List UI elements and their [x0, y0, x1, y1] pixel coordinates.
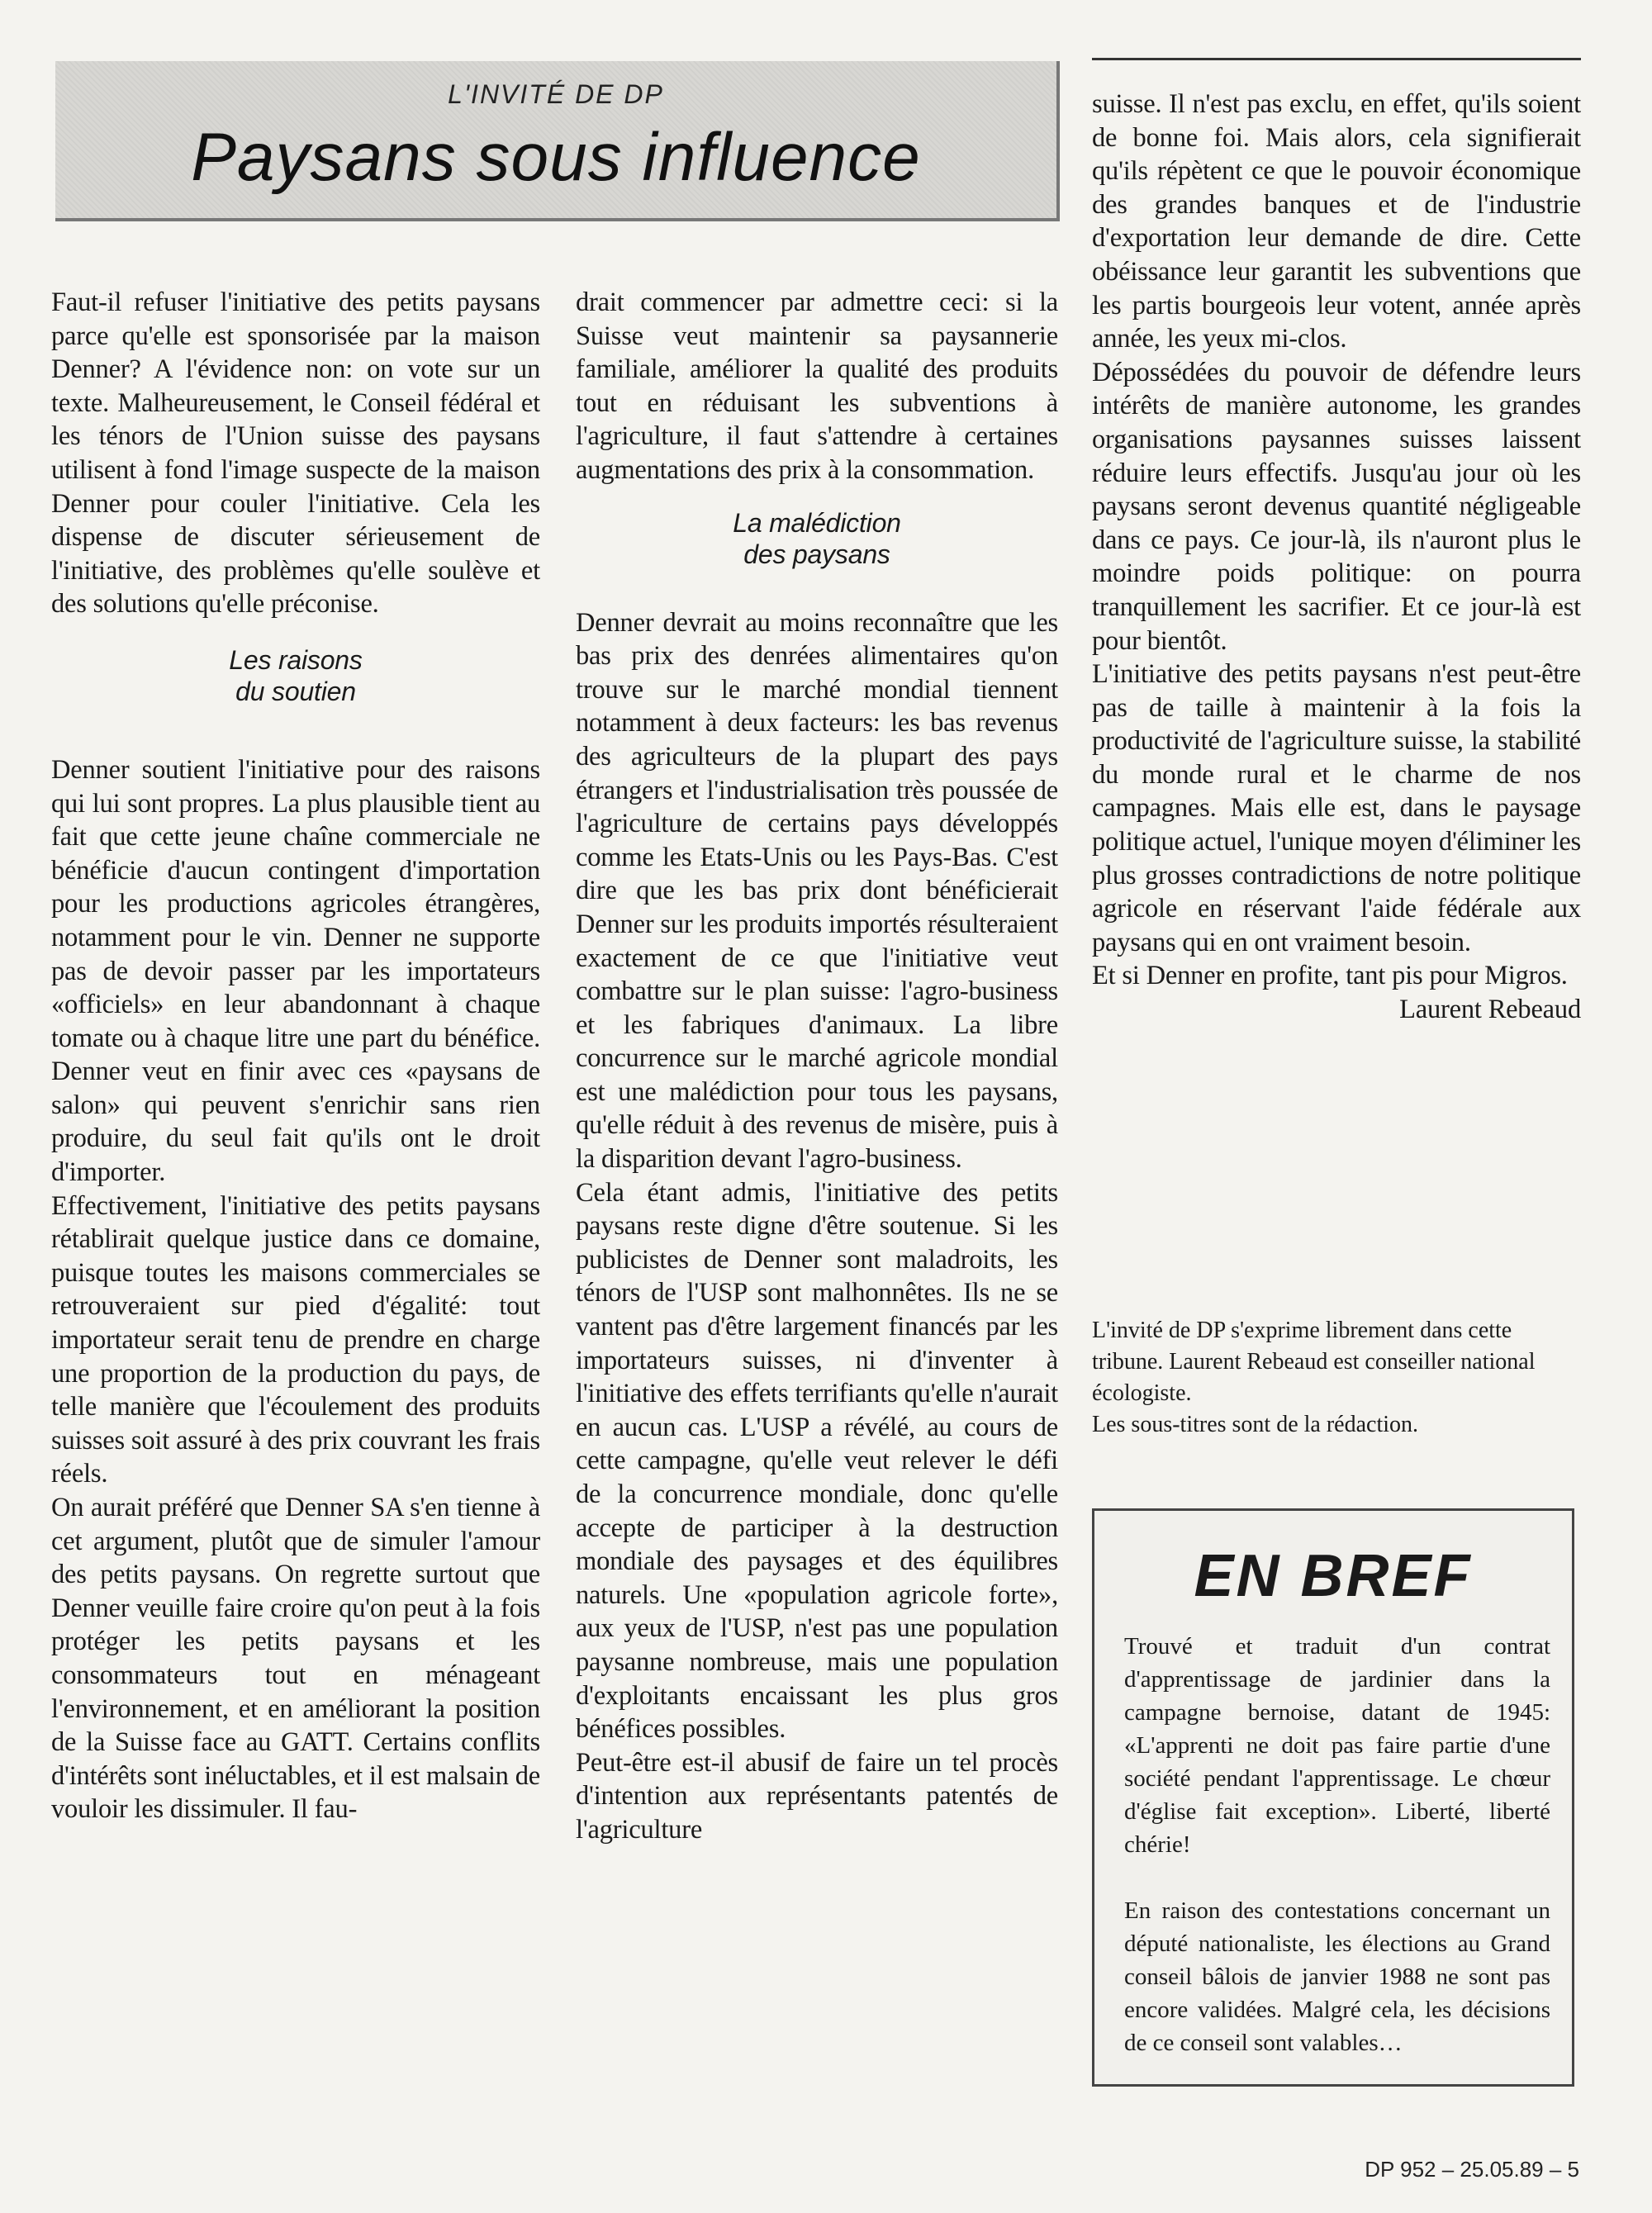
en-bref-body — [1094, 1630, 1572, 2059]
subheading-raisons — [51, 644, 540, 707]
article-column-3 — [1092, 88, 1581, 1027]
bref-item: Trouvé et traduit d'un contrat d'apprentissage de jardinier dans la campagne bernoise, datant de 1945: «L'apprenti ne doit pas faire partie d'une société pendant l'apprentissage. Le chœur d'église fait exception». Liberté, liberté chérie! — [1124, 1633, 1550, 1858]
article-column-1 — [51, 286, 540, 1826]
paragraph: Denner devrait au moins reconnaître que les bas prix des denrées alimentaires qu'on trouve sur le marché mondial tiennent notamment à deux facteurs: les bas revenus des agriculteurs de la plupart des pays étrangers et l'industrialisation très poussée de l'agriculture de certains pays développés comme les Etats-Unis ou les Pays-Bas. C'est dire que les bas prix dont bénéficierait Denner sur les produits importés résulteraient exactement de ce que l'initiative veut combattre sur le plan suisse: l'agro-business et les fabriques d'animaux. La libre concurrence sur le marché agricole mondial est une malédiction pour tous les paysans, qu'elle réduit à des revenus de misère, puis à la disparition devant l'agro-business. — [576, 607, 1058, 1175]
article-column-2 — [576, 286, 1058, 1847]
paragraph: Denner soutient l'initiative pour des raisons qui lui sont propres. La plus plausible tient au fait que cette jeune chaîne commerciale ne bénéficie d'aucun contingent d'importation pour les productions agricoles étrangères, notamment pour le vin. Denner ne supporte pas de devoir passer par les importateurs «officiels» en leur abandonnant à chaque tomate ou à chaque litre une part du bénéfice. Denner veut en finir avec ces «paysans de salon» qui peuvent s'enrichir sans rien produire, du seul fait qu'ils ont le droit d'importer. — [51, 754, 540, 1188]
paragraph: Et si Denner en profite, tant pis pour Migros. — [1092, 961, 1568, 991]
paragraph: Effectivement, l'initiative des petits paysans rétablirait quelque justice dans ce domaine, puisque toutes les maisons commerciales se retrouveraient sur pied d'égalité: tout importateur serait tenu de prendre en charge une proportion de la production du pays, de telle manière que l'écoulement des produits suisses soit assuré à des prix couvrant les frais réels. — [51, 1190, 540, 1489]
author-signature: Laurent Rebeaud — [1399, 995, 1581, 1025]
section-kicker: L'INVITÉ DE DP — [448, 79, 664, 109]
tribune-line: Les sous-titres sont de la rédaction. — [1092, 1412, 1419, 1437]
paragraph: suisse. Il n'est pas exclu, en effet, qu'ils soient de bonne foi. Mais alors, cela signifierait qu'ils répètent ce que le pouvoir économique des grandes banques et de l'industrie d'exportation leur demande de dire. Cette obéissance leur garantit les subventions que les partis bourgeois leur votent, année après année, les yeux mi-clos. — [1092, 89, 1581, 354]
paragraph: L'initiative des petits paysans n'est peut-être pas de taille à maintenir à la fois la productivité de l'agriculture suisse, la stabilité du monde rural et le charme de nos campagnes. Mais elle est, dans le paysage politique actuel, l'unique moyen d'éliminer les plus grosses contradictions de notre politique agricole en réservant l'aide fédérale aux paysans qui en ont vraiment besoin. — [1092, 659, 1581, 957]
paragraph: On aurait préféré que Denner SA s'en tienne à cet argument, plutôt que de simuler l'amour des petits paysans. On regrette surtout que Denner veuille faire croire qu'on peut à la fois protéger les petits paysans et les consommateurs tout en ménageant l'environnement, et en améliorant la position de la Suisse face au GATT. Certains conflits d'intérêts sont inéluctables, et il est malsain de vouloir les dissimuler. Il fau- — [51, 1493, 540, 1825]
subheading-line: des paysans — [743, 539, 890, 569]
tribune-note — [1092, 1315, 1581, 1441]
paragraph: Faut-il refuser l'initiative des petits paysans parce qu'elle est sponsorisée par la maison Denner? A l'évidence non: on vote sur un texte. Malheureusement, le Conseil fédéral et les ténors de l'Union suisse des paysans utilisent à fond l'image suspecte de la maison Denner pour couler l'initiative. Cela les dispense de discuter sérieusement de l'initiative, des problèmes qu'elle soulève et des solutions qu'elle préconise. — [51, 287, 540, 620]
column-top-rule — [1092, 58, 1581, 60]
subheading-line: Les raisons — [229, 644, 363, 675]
article-title: Paysans sous influence — [191, 120, 921, 195]
paragraph: drait commencer par admettre ceci: si la Suisse veut maintenir sa paysannerie familiale, améliorer la qualité des produits tout en réduisant les subventions à l'agriculture, il faut s'attendre à certaines augmentations des prix à la consommation. — [576, 287, 1058, 485]
en-bref-box — [1092, 1508, 1574, 2087]
tribune-line: L'invité de DP s'exprime librement dans cette tribune. Laurent Rebeaud est conseiller national écologiste. — [1092, 1318, 1536, 1406]
subheading-line: La malédiction — [733, 507, 901, 538]
bref-item: En raison des contestations concernant un député nationaliste, les élections au Grand conseil bâlois de janvier 1988 ne sont pas encore validées. Malgré cela, les décisions de ce conseil sont valables… — [1124, 1897, 1550, 2056]
paragraph: Dépossédées du pouvoir de défendre leurs intérêts de manière autonome, les grandes organisations paysannes suisses laissent réduire leurs effectifs. Jusqu'au jour où les paysans seront devenus quantité négligeable dans ce pays. Ce jour-là, ils n'auront plus le moindre poids politique: on pourra tranquillement les sacrifier. Et ce jour-là est pour bientôt. — [1092, 357, 1581, 656]
paragraph: Peut-être est-il abusif de faire un tel procès d'intention aux représentants patentés de l'agriculture — [576, 1747, 1058, 1845]
paragraph: Cela étant admis, l'initiative des petits paysans reste digne d'être soutenue. Si les publicistes de Denner sont maladroits, les ténors de l'USP sont malhonnêtes. Ils ne se vantent pas d'être largement financés par les importateurs suisses, ni d'inventer à l'initiative des effets terrifiants qu'elle n'aurait en aucun cas. L'USP a révélé, au cours de cette campagne, qu'elle veut relever le défi de la concurrence mondiale, donc qu'elle accepte de participer à la destruction mondiale des paysages et des équilibres naturels. Une «population agricole forte», aux yeux de l'USP, n'est pas une population paysanne nombreuse, mais une population d'exploitants encaissant les plus gros bénéfices possibles. — [576, 1177, 1058, 1745]
page-footer: DP 952 – 25.05.89 – 5 — [1365, 2157, 1579, 2182]
header-banner — [55, 61, 1060, 221]
subheading-malediction — [576, 507, 1058, 570]
en-bref-title: EN BREF — [1194, 1543, 1473, 1609]
subheading-line: du soutien — [235, 676, 356, 706]
